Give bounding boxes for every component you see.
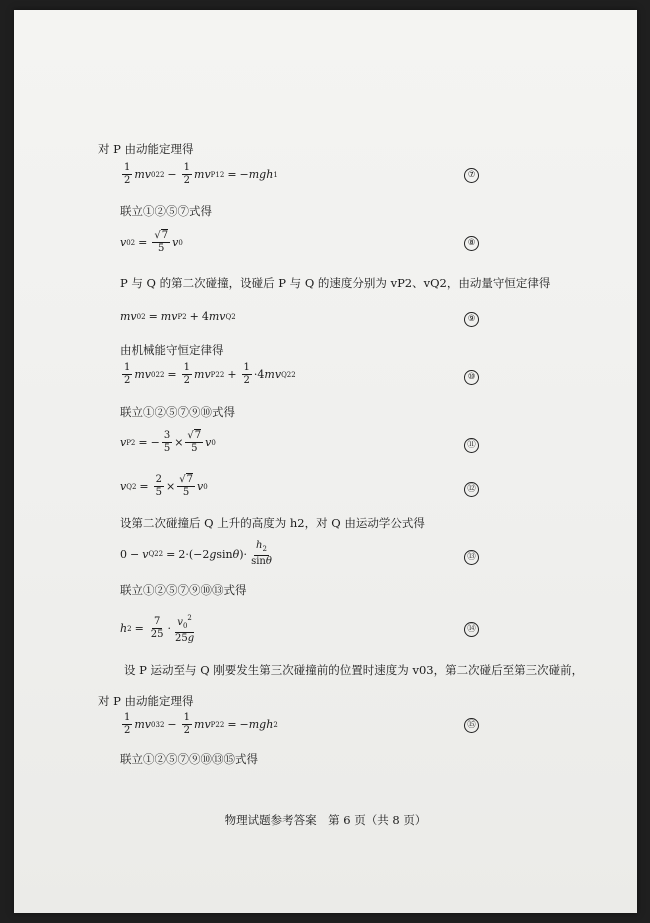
equation-number-8: ⑧ xyxy=(464,236,479,251)
equation-9: mv 02 = mv P2 + 4 mv Q2 xyxy=(120,310,236,323)
equation-number-14: ⑭ xyxy=(464,622,479,637)
answer-page xyxy=(14,10,637,913)
equation-10: $\frac{1}{2}$ mv 02 2 = $\frac{1}{2}$ mv P2 2 + $\frac{1}{2}$ ·4 mv Q2 2 xyxy=(124,362,296,386)
text-line-1: 对 P 由动能定理得 xyxy=(98,142,194,156)
equation-number-7: ⑦ xyxy=(464,168,479,183)
equation-number-10: ⑩ xyxy=(464,370,479,385)
text-line-3: P 与 Q 的第二次碰撞，设碰后 P 与 Q 的速度分别为 vP2、vQ2，由动量守恒定律得 xyxy=(120,276,551,290)
equation-number-11: ⑪ xyxy=(464,438,479,453)
equation-13: 0 − v Q2 2 = 2·(−2 g sin θ )· $\frac{h_2}{\sin\theta}$ xyxy=(120,540,272,567)
equation-7: $\frac{1}{2}$ mv 02 2 − $\frac{1}{2}$ mv P1 2 = − mgh 1 xyxy=(124,162,278,186)
equation-number-12: ⑫ xyxy=(464,482,479,497)
equation-number-9: ⑨ xyxy=(464,312,479,327)
text-line-6: 设第二次碰撞后 Q 上升的高度为 h2，对 Q 由运动学公式得 xyxy=(120,516,425,530)
equation-8: v 02 = $\frac{√7}{5}$ v 0 xyxy=(120,230,183,254)
equation-number-13: ⑬ xyxy=(464,550,479,565)
text-line-4: 由机械能守恒定律得 xyxy=(120,343,224,357)
equation-number-15: ⑮ xyxy=(464,718,479,733)
text-line-2: 联立①②⑤⑦式得 xyxy=(120,204,212,218)
text-line-10: 联立①②⑤⑦⑨⑩⑬⑮式得 xyxy=(120,752,258,766)
equation-11: v P2 = − $\frac{3}{5}$ × $\frac{√7}{5}$ v 0 xyxy=(120,430,216,454)
equation-14: h 2 = $\frac{7}{25}$ · $\frac{v_0^2}{25g}$ xyxy=(120,614,195,644)
text-line-8: 设 P 运动至与 Q 刚要发生第三次碰撞前的位置时速度为 v03，第二次碰后至第三次碰前， xyxy=(124,663,584,677)
text-line-5: 联立①②⑤⑦⑨⑩式得 xyxy=(120,405,235,419)
equation-15: $\frac{1}{2}$ mv 03 2 − $\frac{1}{2}$ mv P2 2 = − mgh 2 xyxy=(124,712,278,736)
equation-12: v Q2 = $\frac{2}{5}$ × $\frac{√7}{5}$ v 0 xyxy=(120,474,208,498)
text-line-9: 对 P 由动能定理得 xyxy=(98,694,194,708)
page-footer: 物理试题参考答案 第 6 页（共 8 页） xyxy=(224,813,427,827)
text-line-7: 联立①②⑤⑦⑨⑩⑬式得 xyxy=(120,583,247,597)
